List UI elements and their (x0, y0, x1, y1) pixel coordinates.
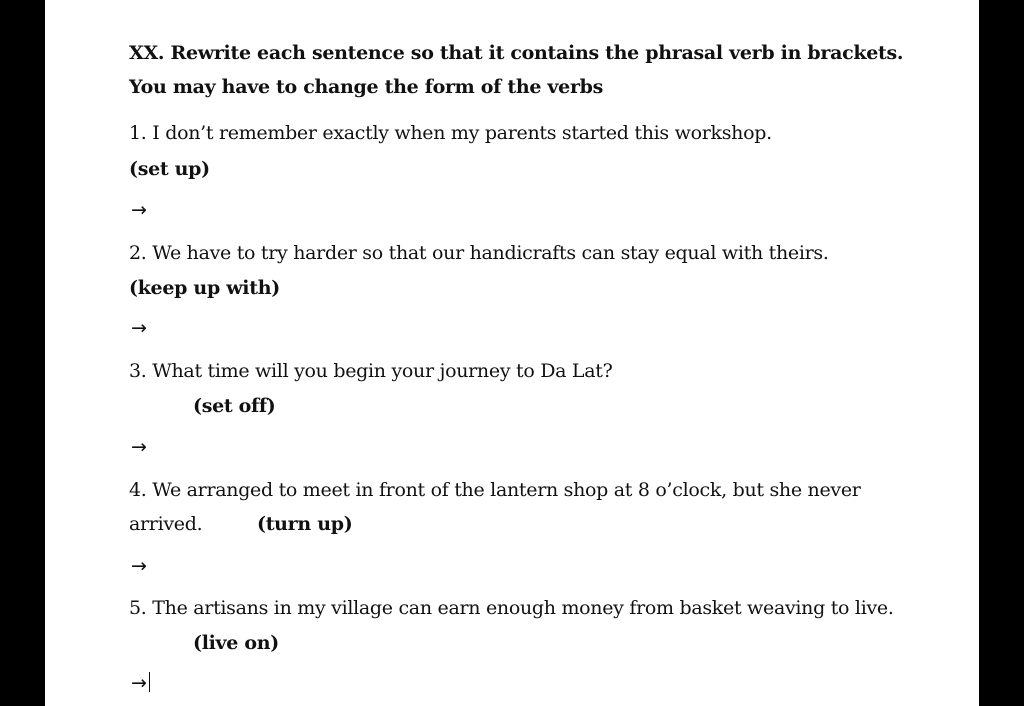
answer-arrow-1: → (131, 199, 147, 221)
text-cursor (149, 672, 150, 692)
worksheet-page (45, 0, 979, 706)
answer-arrow-5 (131, 672, 150, 694)
exercise-title-line-1: XX. Rewrite each sentence so that it contains the phrasal verb in brackets. (129, 42, 904, 64)
sentence-3: 3. What time will you begin your journey to Da Lat? (129, 360, 613, 382)
sentence-4-line-1: 4. We arranged to meet in front of the lantern shop at 8 o’clock, but she never (129, 479, 861, 501)
hint-4: (turn up) (257, 513, 353, 535)
answer-arrow-2: → (131, 317, 147, 339)
hint-1: (set up) (129, 158, 210, 180)
answer-arrow-4: → (131, 555, 147, 577)
hint-2: (keep up with) (129, 277, 280, 299)
sentence-5: 5. The artisans in my village can earn enough money from basket weaving to live. (129, 597, 894, 619)
exercise-title-line-2: You may have to change the form of the verbs (129, 76, 604, 98)
sentence-4-line-2: arrived. (129, 513, 203, 535)
sentence-1: 1. I don’t remember exactly when my parents started this workshop. (129, 122, 772, 144)
hint-3: (set off) (193, 395, 276, 417)
answer-arrow-5-glyph: → (131, 672, 147, 694)
answer-arrow-3: → (131, 436, 147, 458)
sentence-2: 2. We have to try harder so that our handicrafts can stay equal with theirs. (129, 242, 829, 264)
hint-5: (live on) (193, 632, 279, 654)
